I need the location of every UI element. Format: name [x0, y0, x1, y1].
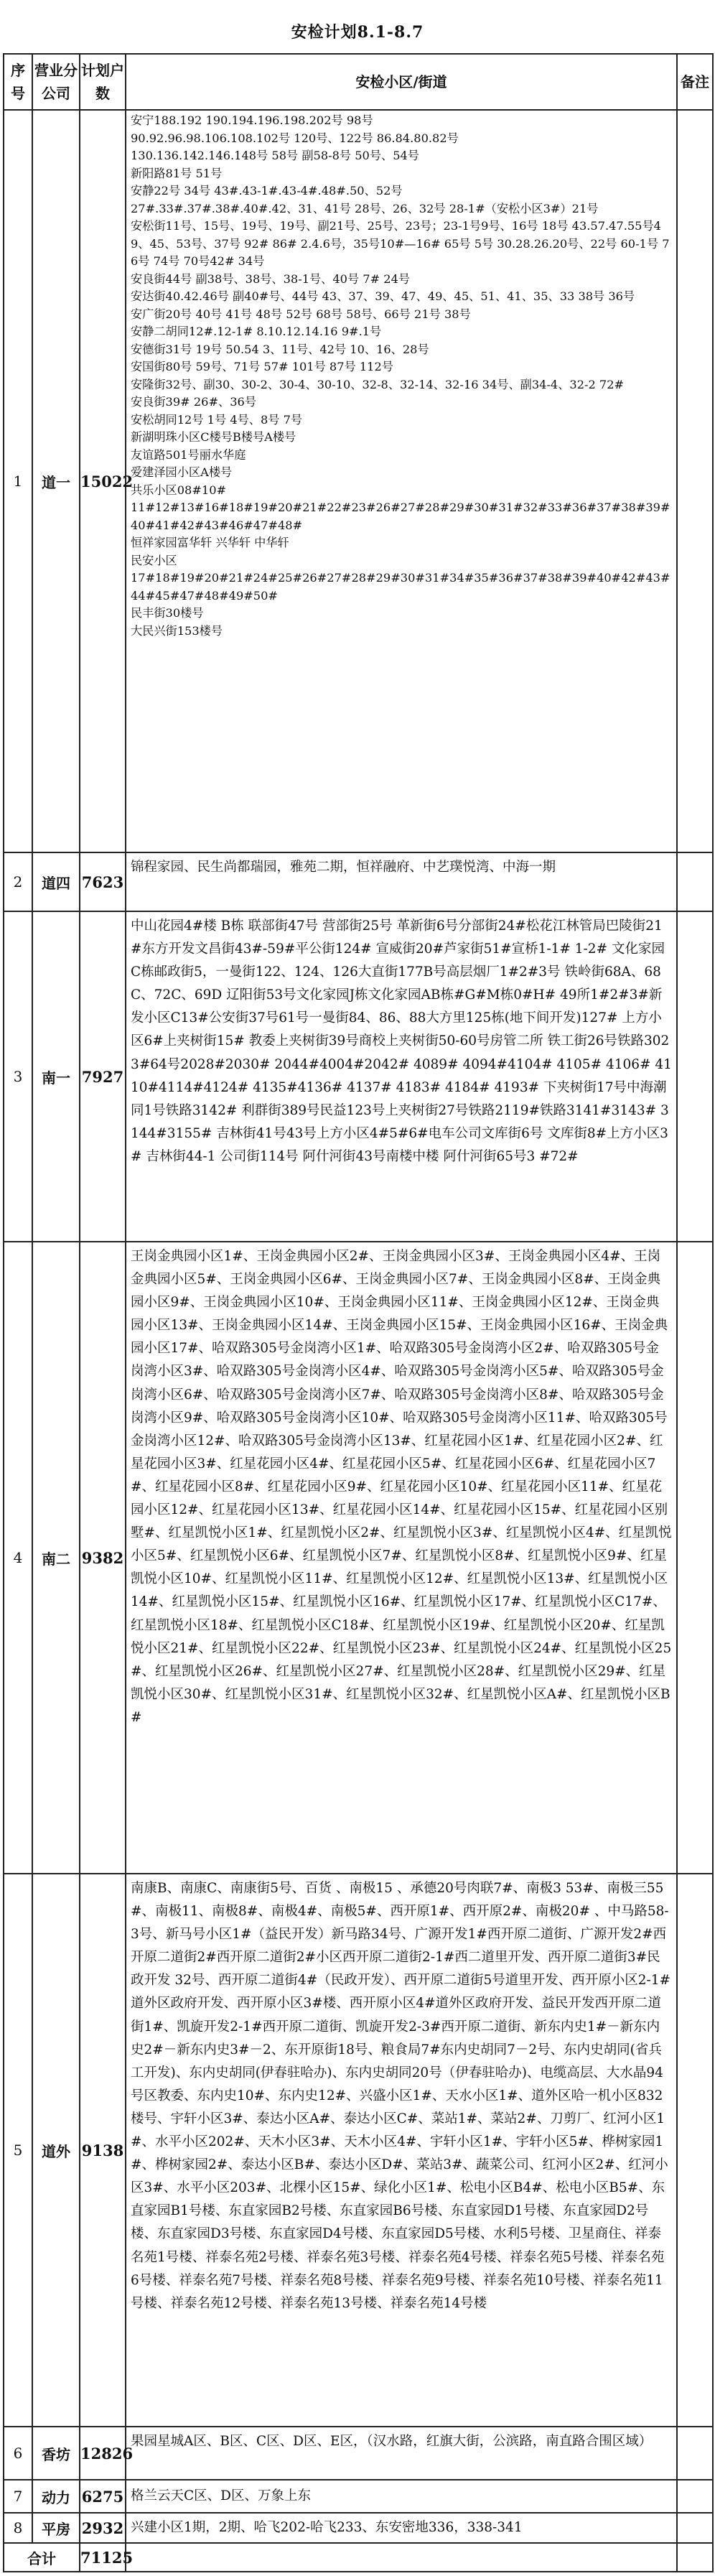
area-line: 90.92.96.98.106.108.102号 120号、122号 86.84.80.82号 [131, 131, 459, 145]
area-line: 安松街11号、15号、19号、19号、副21号、25号、23号；23-1号9号、16号 18号 43.57.47.55号49、45、53号、37号 92# 86# 2.4.6号，35号10#—16# 65号 5号 30.28.26.20号、22号 60-1号 76号 74号 70号42# 34号 [131, 219, 670, 268]
row-company: 道外 [32, 1874, 80, 2427]
area-line: 民安小区 [131, 553, 177, 567]
table-row [4, 2480, 713, 2513]
header-remark: 备注 [677, 54, 713, 110]
row-remark [677, 1874, 713, 2427]
area-line: 恒祥家园富华轩 兴华轩 中华轩 [131, 536, 289, 549]
row-seq: 8 [4, 2513, 32, 2543]
area-line: 新湖明珠小区C楼号B楼号A楼号 [131, 430, 296, 444]
row-seq: 3 [4, 911, 32, 1242]
table-row [4, 1242, 713, 1874]
area-line: 友谊路501号丽水华庭 [131, 447, 246, 462]
area-line: 共乐小区08#10# [131, 483, 227, 497]
row-company: 南一 [32, 911, 80, 1242]
area-line: 安静二胡同12#.12-1# 8.10.12.14.16 9#.1号 [131, 325, 382, 338]
area-line: 130.136.142.146.148号 58号 副58-8号 50号、54号 [131, 149, 419, 162]
area-line: 大民兴街153楼号 [131, 623, 223, 638]
area-line: 安达街40.42.46号 副40#号、44号 43、37、39、47、49、45、51、41、35、33 38号 36号 [131, 289, 635, 303]
area-line: 27#.33#.37#.38#.40#.42、31、41号 28号、26、32号 28-1#（安松小区3#）21号 [131, 201, 599, 215]
header-company: 营业分公司 [32, 54, 80, 110]
row-remark [677, 2513, 713, 2543]
row-company: 道四 [32, 852, 80, 911]
row-area [126, 911, 677, 1242]
area-line: 民丰街30楼号 [131, 606, 204, 620]
header-households: 计划户数 [80, 54, 126, 110]
area-line: 安静22号 34号 43#.43-1#.43-4#.48#.50、52号 [131, 184, 403, 197]
inspection-plan-table [3, 53, 714, 2572]
row-company: 动力 [32, 2480, 80, 2513]
area-line: 安广街20号 40号 41号 48号 52号 68号 58号、66号 21号 38号 [131, 307, 471, 321]
row-seq: 6 [4, 2427, 32, 2480]
area-line: 王岗金典园小区1#、王岗金典园小区2#、王岗金典园小区3#、王岗金典园小区4#、王岗金典园小区5#、王岗金典园小区6#、王岗金典园小区7#、王岗金典园小区8#、王岗金典园小区9#、王岗金典园小区10#、王岗金典园小区11#、王岗金典园小区12#、王岗金典园小区13#、王岗金典园小区14#、王岗金典园小区15#、王岗金典园小区16#、王岗金典园小区17#、哈双路305号金岗湾小区1#、哈双路305号金岗湾小区2#、哈双路305号金岗湾小区3#、哈双路305号金岗湾小区4#、哈双路305号金岗湾小区5#、哈双路305号金岗湾小区6#、哈双路305号金岗湾小区7#、哈双路305号金岗湾小区8#、哈双路305号金岗湾小区9#、哈双路305号金岗湾小区10#、哈双路305号金岗湾小区11#、哈双路305号金岗湾小区12#、哈双路305号金岗湾小区13#、红星花园小区1#、红星花园小区2#、红星花园小区3#、红星花园小区4#、红星花园小区5#、红星花园小区6#、红星花园小区7#、红星花园小区8#、红星花园小区9#、红星花园小区10#、红星花园小区11#、红星花园小区12#、红星花园小区13#、红星花园小区14#、红星花园小区15#、红星花园小区别墅#、红星凯悦小区1#、红星凯悦小区2#、红星凯悦小区3#、红星凯悦小区4#、红星凯悦小区5#、红星凯悦小区6#、红星凯悦小区7#、红星凯悦小区8#、红星凯悦小区9#、红星凯悦小区10#、红星凯悦小区11#、红星凯悦小区12#、红星凯悦小区13#、红星凯悦小区14#、红星凯悦小区15#、红星凯悦小区16#、红星凯悦小区17#、红星凯悦小区C17#、红星凯悦小区18#、红星凯悦小区C18#、红星凯悦小区19#、红星凯悦小区20#、红星凯悦小区21#、红星凯悦小区22#、红星凯悦小区23#、红星凯悦小区24#、红星凯悦小区25#、红星凯悦小区26#、红星凯悦小区27#、红星凯悦小区28#、红星凯悦小区29#、红星凯悦小区30#、红星凯悦小区31#、红星凯悦小区32#、红星凯悦小区A#、红星凯悦小区B# [131, 1249, 672, 1725]
area-line: 兴建小区1期，2期、哈飞202-哈飞233、东安密地336，338-341 [131, 2520, 523, 2535]
area-line: 安德街31号 19号 50.54 3、11号、42号 10、16、28号 [131, 342, 429, 356]
row-households: 9382 [80, 1242, 126, 1874]
area-line: 安松胡同12号 1号 4号、8号 7号 [131, 412, 303, 427]
area-line: 果园星城A区、B区、C区、D区、E区，（汉水路，红旗大街，公滨路，南直路合围区域） [131, 2434, 653, 2449]
row-households: 15022 [80, 110, 126, 852]
row-seq: 7 [4, 2480, 32, 2513]
area-line: 格兰云天C区、D区、万象上东 [131, 2488, 311, 2503]
total-label: 合计 [4, 2543, 80, 2572]
document-title: 安检计划8.1-8.7 [291, 23, 424, 42]
row-remark [677, 911, 713, 1242]
area-line: 爱建泽园小区A楼号 [131, 465, 233, 479]
area-line: 南康B、南康C、南康街5号、百货 、南极15 、承德20号肉联7#、南极3 53#、南极三55#、南极11、南极8#、南极4#、南极5#、西开原1#、西开原2#、南极20# 、中马路58-3号、新马号小区1#（益民开发）新马路34号、广源开发1#西开原二道街、广源开发2#西开原二道街2#西开原二道街2#小区西开原二道街2-1#西二道里开发、西开原二道街3#民政开发 32号、西开原二道街4#（民政开发）、西开原二道街5号道里开发、西开原小区2-1#道外区政府开发、西开原小区3#楼、西开原小区4#道外区政府开发、益民开发西开原二道街1#、凯旋开发2-1#西开原二道街、凯旋开发2-3#西开原二道街、新东内史1#－新东内史2#－新东内史3#－2、东开原街18号、粮食局7#东内史胡同7－2号、东内史胡同(省兵工开发)、东内史胡同(伊春驻哈办)、东内史胡同20号（伊春驻哈办)、电缆高层、大水晶94号区教委、东内史10#、东内史12#、兴盛小区1#、天水小区1#、道外区哈一机小区832楼号、宇轩小区3#、泰达小区A#、泰达小区C#、菜站1#、菜站2#、刀剪厂、红河小区1#、水平小区202#、天木小区3#、天木小区4#、宇轩小区1#、宇轩小区5#、桦树家园1#、桦树家园2#、泰达小区B#、泰达小区D#、菜站3#、蔬菜公司、红河小区2#、红河小区3#、水平小区203#、北棵小区15#、绿化小区1#、松电小区B4#、松电小区B5#、东直家园B1号楼、东直家园B2号楼、东直家园B6号楼、东直家园D1号楼、东直家园D2号楼、东直家园D3号楼、东直家园D4号楼、东直家园D5号楼、水利5号楼、卫星商住、祥泰名苑1号楼、祥泰名苑2号楼、祥泰名苑3号楼、祥泰名苑4号楼、祥泰名苑5号楼、祥泰名苑6号楼、祥泰名苑7号楼、祥泰名苑8号楼、祥泰名苑9号楼、祥泰名苑10号楼、祥泰名苑11号楼、祥泰名苑12号楼、祥泰名苑13号楼、祥泰名苑14号楼 [131, 1881, 671, 2311]
row-households: 12826 [80, 2427, 126, 2480]
table-row [4, 852, 713, 911]
total-remark [677, 2543, 713, 2572]
area-line: 锦程家园、民生尚都瑞园，雅苑二期，恒祥融府、中艺璞悦湾、中海一期 [131, 860, 556, 875]
row-area [126, 852, 677, 911]
table-total-row [4, 2543, 713, 2572]
header-area: 安检小区/街道 [126, 54, 677, 110]
header-seq: 序号 [4, 54, 32, 110]
area-line: 安宁188.192 190.194.196.198.202号 98号 [131, 113, 373, 127]
table-row [4, 110, 713, 852]
row-seq: 1 [4, 110, 32, 852]
table-row [4, 2427, 713, 2480]
total-area [126, 2543, 677, 2572]
row-company: 平房 [32, 2513, 80, 2543]
row-seq: 4 [4, 1242, 32, 1874]
row-households: 6275 [80, 2480, 126, 2513]
table-row [4, 2513, 713, 2543]
area-line: 安良街39# 26#、36号 [131, 395, 257, 409]
row-seq: 2 [4, 852, 32, 911]
row-area [126, 2513, 677, 2543]
area-line: 11#12#13#16#18#19#20#21#22#23#26#27#28#29#30#31#32#33#36#37#38#39#40#41#42#43#46#47#48# [131, 501, 670, 532]
row-area [126, 1242, 677, 1874]
table-row [4, 911, 713, 1242]
row-households: 2932 [80, 2513, 126, 2543]
area-line: 17#18#19#20#21#24#25#26#27#28#29#30#31#34#35#36#37#38#39#40#42#43#44#45#47#48#49#50# [131, 571, 670, 603]
area-line: 安国街80号 59号、71号 57# 101号 87号 112号 [131, 360, 393, 373]
row-area [126, 2427, 677, 2480]
row-company: 南二 [32, 1242, 80, 1874]
row-area [126, 2480, 677, 2513]
table-header-row [4, 54, 713, 110]
row-company: 道一 [32, 110, 80, 852]
row-remark [677, 852, 713, 911]
row-remark [677, 2480, 713, 2513]
row-area [126, 110, 677, 852]
row-households: 7927 [80, 911, 126, 1242]
area-line: 安隆街32号、副30、30-2、30-4、30-10、32-8、32-14、32-16 34号、副34-4、32-2 72# [131, 377, 625, 391]
row-remark [677, 2427, 713, 2480]
row-households: 9138 [80, 1874, 126, 2427]
area-line: 新阳路81号 51号 [131, 166, 223, 180]
row-households: 7623 [80, 852, 126, 911]
area-line: 中山花园4#楼 B栋 联部街47号 营部街25号 革新街6号分部街24#松花江林管局巴陵街21#东方开发文昌街43#-59#平公街124# 宣威街20#芦家街51#宣桥1-1# 1-2# 文化家园C栋邮政街5，一曼街122、124、126大直街177B号高层烟厂1#2#3号 铁岭街68A、68C、72C、69D 辽阳街53号文化家园J栋文化家园AB栋#G#M栋0#H# 49所1#2#3#新发小区C13#公安街37号61号一曼街84、86、88大方里125栋(地下间开发)127# 上方小区6#上夹树街15# 教委上夹树街39号商校上夹树街50-60号房管二所 铁工街26号铁路3023#64号2028#2030# 2044#4004#2042# 4089# 4094#4104# 4105# 4106# 4110#4114#4124# 4135#4136# 4137# 4183# 4184# 4193# 下夹树街17号中海潮同1号铁路3142# 利群街389号民益123号上夹树街27号铁路2119#铁路3141#3143# 3144#3155# 吉林街41号43号上方小区4#5#6#电车公司文库街6号 文库街8#上方小区3# 吉林街44-1 公司街114号 阿什河街43号南楼中楼 阿什河街65号3 #72# [131, 919, 672, 1164]
row-company: 香坊 [32, 2427, 80, 2480]
total-households: 71125 [80, 2543, 126, 2572]
row-remark [677, 1242, 713, 1874]
row-area [126, 1874, 677, 2427]
row-seq: 5 [4, 1874, 32, 2427]
row-remark [677, 110, 713, 852]
table-row [4, 1874, 713, 2427]
area-line: 安良街44号 副38号、38号、38-1号、40号 7# 24号 [131, 271, 411, 286]
